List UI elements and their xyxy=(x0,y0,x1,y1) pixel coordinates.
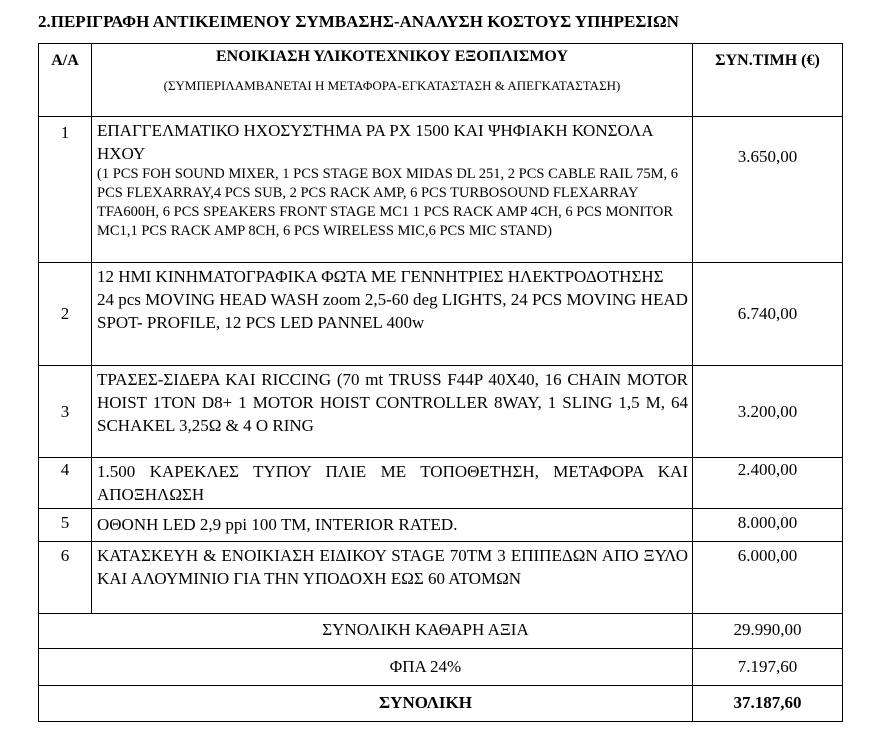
header-description xyxy=(92,44,693,117)
row-price: 3.200,00 xyxy=(693,366,843,458)
table-row xyxy=(39,542,843,614)
row-description-main: ΕΠΑΓΓΕΛΜΑΤΙΚΟ ΗΧΟΣΥΣΤΗΜΑ PA PX 1500 ΚΑΙ ΨΗΦΙΑΚΗ ΚΟΝΣΟΛΑ ΗΧΟΥ xyxy=(97,121,653,163)
header-row xyxy=(39,44,843,117)
vat-label: ΦΠΑ 24% xyxy=(39,649,693,686)
row-price: 8.000,00 xyxy=(693,509,843,542)
net-total-row xyxy=(39,614,843,649)
row-price: 2.400,00 xyxy=(693,458,843,509)
grand-total-label: ΣΥΝΟΛΙΚΗ xyxy=(39,686,693,722)
row-description-detail: 24 pcs MOVING HEAD WASH zoom 2,5-60 deg LIGHTS, 24 PCS MOVING HEAD SPOT- PROFILE, 12 PCS LED PANNEL 400w xyxy=(97,290,688,332)
row-description-detail: (1 PCS FOH SOUND MIXER, 1 PCS STAGE BOX MIDAS DL 251, 2 PCS CABLE RAIL 75M, 6 PCS FLEXARRAY,4 PCS SUB, 2 PCS RACK AMP, 6 PCS TURBOSOUND FLEXARRAY TFA600H, 6 PCS SPEAKERS FRONT STAGE MC1 1 PCS RACK AMP 4CH, 6 PCS MONITOR MC1,1 PCS RACK AMP 8CH, 6 PCS WIRELESS MIC,6 PCS MIC STAND) xyxy=(97,166,679,239)
table-row xyxy=(39,366,843,458)
row-description: ΟΘΟΝΗ LED 2,9 ppi 100 TM, INTERIOR RATED. xyxy=(92,509,693,542)
header-description-title: ΕΝΟΙΚΙΑΣΗ ΥΛΙΚΟΤΕΧΝΙΚΟΥ ΕΞΟΠΛΙΣΜΟΥ xyxy=(215,48,568,65)
row-number: 2 xyxy=(39,263,92,366)
vat-value: 7.197,60 xyxy=(693,649,843,686)
row-number: 6 xyxy=(39,542,92,614)
header-price: ΣΥΝ.ΤΙΜΗ (€) xyxy=(693,44,843,117)
cost-table xyxy=(38,43,843,722)
vat-row xyxy=(39,649,843,686)
row-description: ΤΡΑΣΕΣ-ΣΙΔΕΡΑ ΚΑΙ RICCING (70 mt TRUSS F44P 40X40, 16 CHAIN MOTOR HOIST 1TON D8+ 1 MOTOR HOIST CONTROLLER 8WAY, 1 SLING 1,5 M, 64 SCHAKEL 3,25Ω & 4 O RING xyxy=(92,366,693,458)
row-price: 6.000,00 xyxy=(693,542,843,614)
table-row xyxy=(39,263,843,366)
row-number: 4 xyxy=(39,458,92,509)
table-row xyxy=(39,117,843,263)
row-description xyxy=(92,263,693,366)
row-number: 5 xyxy=(39,509,92,542)
row-number: 3 xyxy=(39,366,92,458)
grand-total-value: 37.187,60 xyxy=(693,686,843,722)
row-description: 1.500 ΚΑΡΕΚΛΕΣ ΤΥΠΟΥ ΠΛΙΕ ΜΕ ΤΟΠΟΘΕΤΗΣΗ, ΜΕΤΑΦΟΡΑ ΚΑΙ ΑΠΟΞΗΛΩΣΗ xyxy=(92,458,693,509)
row-description: ΚΑΤΑΣΚΕΥΗ & ΕΝΟΙΚΙΑΣΗ ΕΙΔΙΚΟΥ STAGE 70TM 3 ΕΠΙΠΕΔΩΝ ΑΠΟ ΞΥΛΟ ΚΑΙ ΑΛΟΥΜΙΝΙΟ ΓΙΑ ΤΗΝ ΥΠΟΔΟΧΗ ΕΩΣ 60 ΑΤΟΜΩΝ xyxy=(92,542,693,614)
row-price: 6.740,00 xyxy=(693,263,843,366)
net-total-label: ΣΥΝΟΛΙΚΗ ΚΑΘΑΡΗ ΑΞΙΑ xyxy=(39,614,693,649)
row-price: 3.650,00 xyxy=(693,117,843,263)
table-row xyxy=(39,509,843,542)
row-description-main: 12 ΗΜΙ ΚΙΝΗΜΑΤΟΓΡΑΦΙΚΑ ΦΩΤΑ ΜΕ ΓΕΝΝΗΤΡΙΕΣ ΗΛΕΚΤΡΟΔΟΤΗΣΗΣ xyxy=(97,267,664,286)
header-number: Α/Α xyxy=(39,44,92,117)
section-heading: 2.ΠΕΡΙΓΡΑΦΗ ΑΝΤΙΚΕΙΜΕΝΟΥ ΣΥΜΒΑΣΗΣ-ΑΝΑΛΥΣΗ ΚΟΣΤΟΥΣ ΥΠΗΡΕΣΙΩΝ xyxy=(38,12,679,31)
net-total-value: 29.990,00 xyxy=(693,614,843,649)
row-description xyxy=(92,117,693,263)
table-row xyxy=(39,458,843,509)
header-description-note: (ΣΥΜΠΕΡΙΛΑΜΒΑΝΕΤΑΙ Η ΜΕΤΑΦΟΡΑ-ΕΓΚΑΤΑΣΤΑΣΗ & ΑΠΕΓΚΑΤΑΣΤΑΣΗ) xyxy=(163,78,621,93)
grand-total-row xyxy=(39,686,843,722)
row-number: 1 xyxy=(39,117,92,263)
